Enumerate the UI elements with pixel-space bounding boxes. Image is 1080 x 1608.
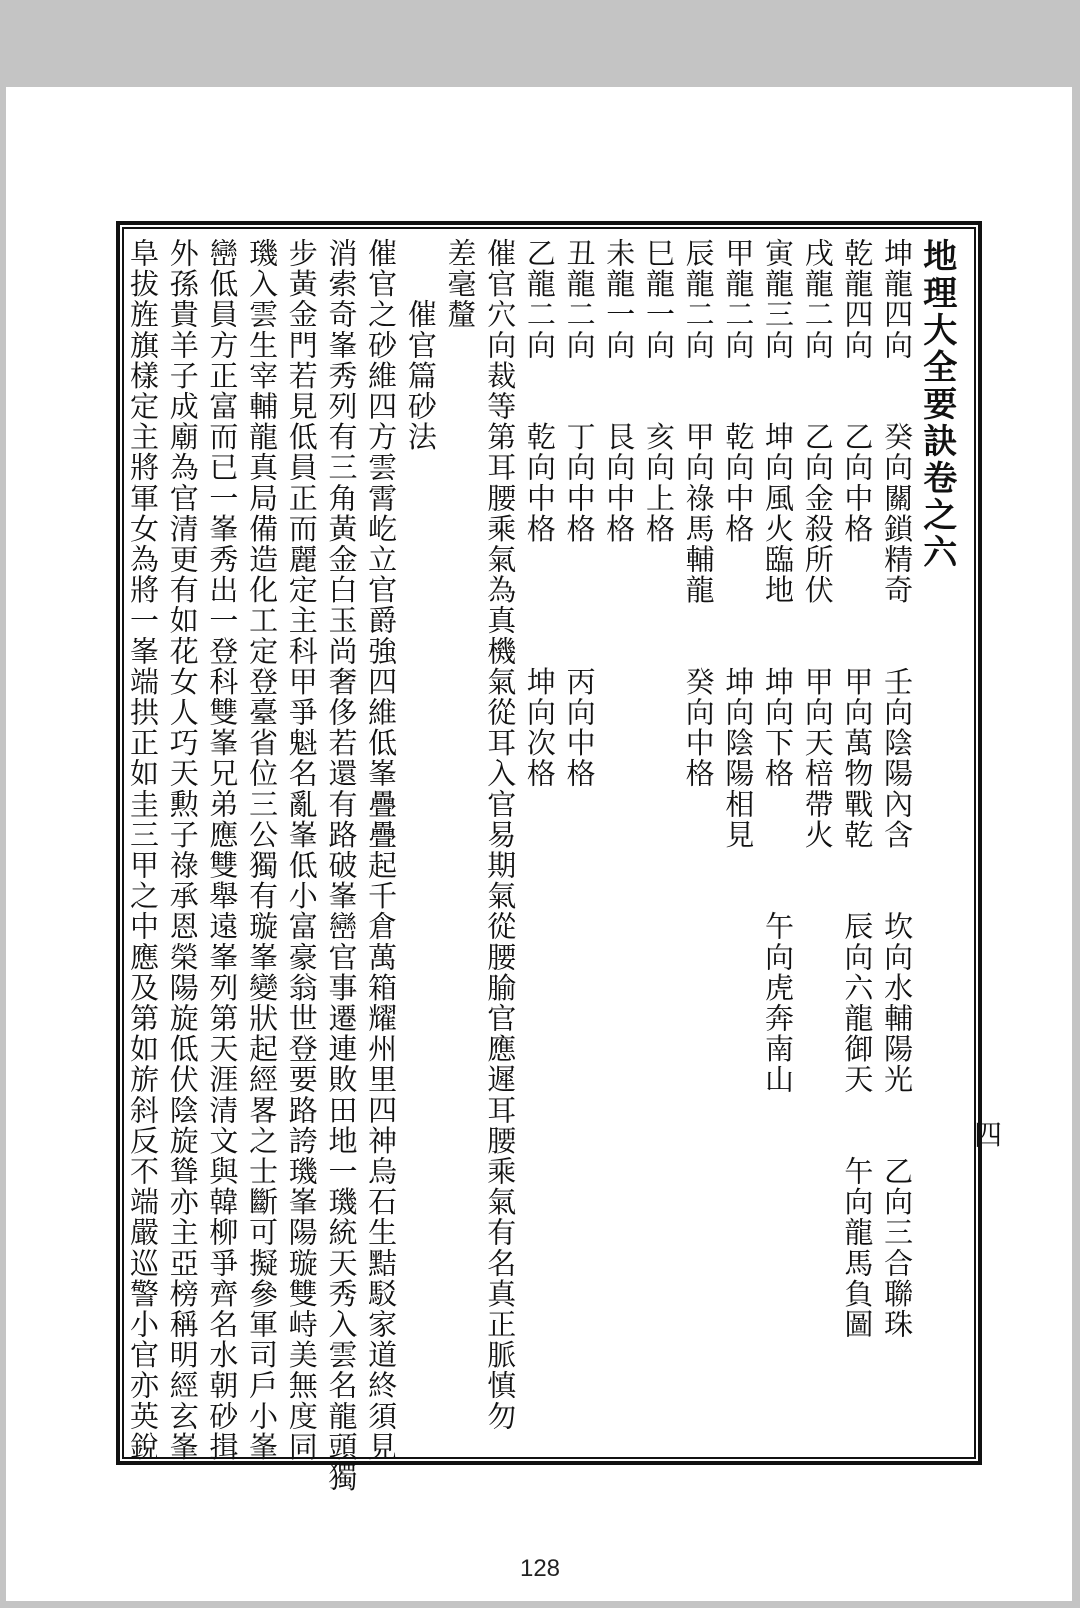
text-column: 步黃金門若見低員正而麗定主科甲爭魁名亂峯低小富豪翁世登要路誇璣峯陽璇雙峙美無度同 bbox=[284, 238, 319, 1462]
text-column: 辰龍二向 甲向祿馬輔龍 癸向中格 bbox=[681, 238, 716, 789]
text-column: 坤龍四向 癸向關鎖精奇 壬向陰陽內含 坎向水輔陽光 乙向三合聯珠 bbox=[880, 238, 915, 1340]
text-column: 丑龍二向 丁向中格 丙向中格 bbox=[562, 238, 597, 789]
text-column: 差毫釐 bbox=[443, 238, 478, 330]
text-column: 戌龍二向 乙向金殺所伏 甲向天棓帶火 bbox=[800, 238, 835, 850]
text-column: 消索奇峯秀列有三角黃金白玉尚奢侈若還有路破峯巒官事遷連敗田地一璣統天秀入雲名龍頭獨 bbox=[324, 238, 359, 1493]
text-column: 催官之砂維四方雲霄屹立官爵強四維低峯疊疊起千倉萬箱耀州里四神烏石生黠駁家道終須見 bbox=[364, 238, 399, 1462]
text-column: 巒低員方正富而已一峯秀出一登科雙峯兄弟應雙舉遠峯列第天涯清文與韓柳爭齊名水朝砂揖 bbox=[205, 238, 240, 1462]
page-header: 地理大全要訣卷之六 bbox=[916, 238, 957, 571]
text-column: 璣入雲生宰輔龍真局備造化工定登臺省位三公獨有璇峯變狀起經畧之士斷可擬參軍司戶小峯 bbox=[245, 238, 280, 1462]
text-column: 外孫貴羊子成廟為官清更有如花女人巧天勲子祿承恩榮陽旋低伏陰旋聳亦主亞榜稱明經玄峯 bbox=[165, 238, 200, 1462]
text-column: 未龍一向 艮向中格 bbox=[602, 238, 637, 544]
vertical-text-block bbox=[126, 238, 957, 1493]
text-column: 催官穴向裁等第耳腰乘氣為真機氣從耳入官易期氣從腰腧官應遲耳腰乘氣有名真正脈慎勿 bbox=[483, 238, 518, 1432]
text-column: 乾龍四向 乙向中格 甲向萬物戰乾 辰向六龍御天 午向龍馬負圖 bbox=[840, 238, 875, 1340]
text-column: 阜拔旌旗樣定主將軍女為將一峯端拱正如圭三甲之中應及第如旂斜反不端嚴巡警小官亦英銳 bbox=[126, 238, 160, 1462]
text-column: 甲龍二向 乾向中格 坤向陰陽相見 bbox=[721, 238, 756, 850]
page-number: 128 bbox=[519, 1555, 561, 1582]
text-column: 巳龍一向 亥向上格 bbox=[641, 238, 676, 544]
section-heading: 催官篇砂法 bbox=[403, 238, 438, 453]
text-column: 乙龍二向 乾向中格 坤向次格 bbox=[522, 238, 557, 789]
leaf-number: 四 bbox=[970, 1120, 1003, 1148]
text-column: 寅龍三向 坤向風火臨地 坤向下格 午向虎奔南山 bbox=[761, 238, 795, 1095]
